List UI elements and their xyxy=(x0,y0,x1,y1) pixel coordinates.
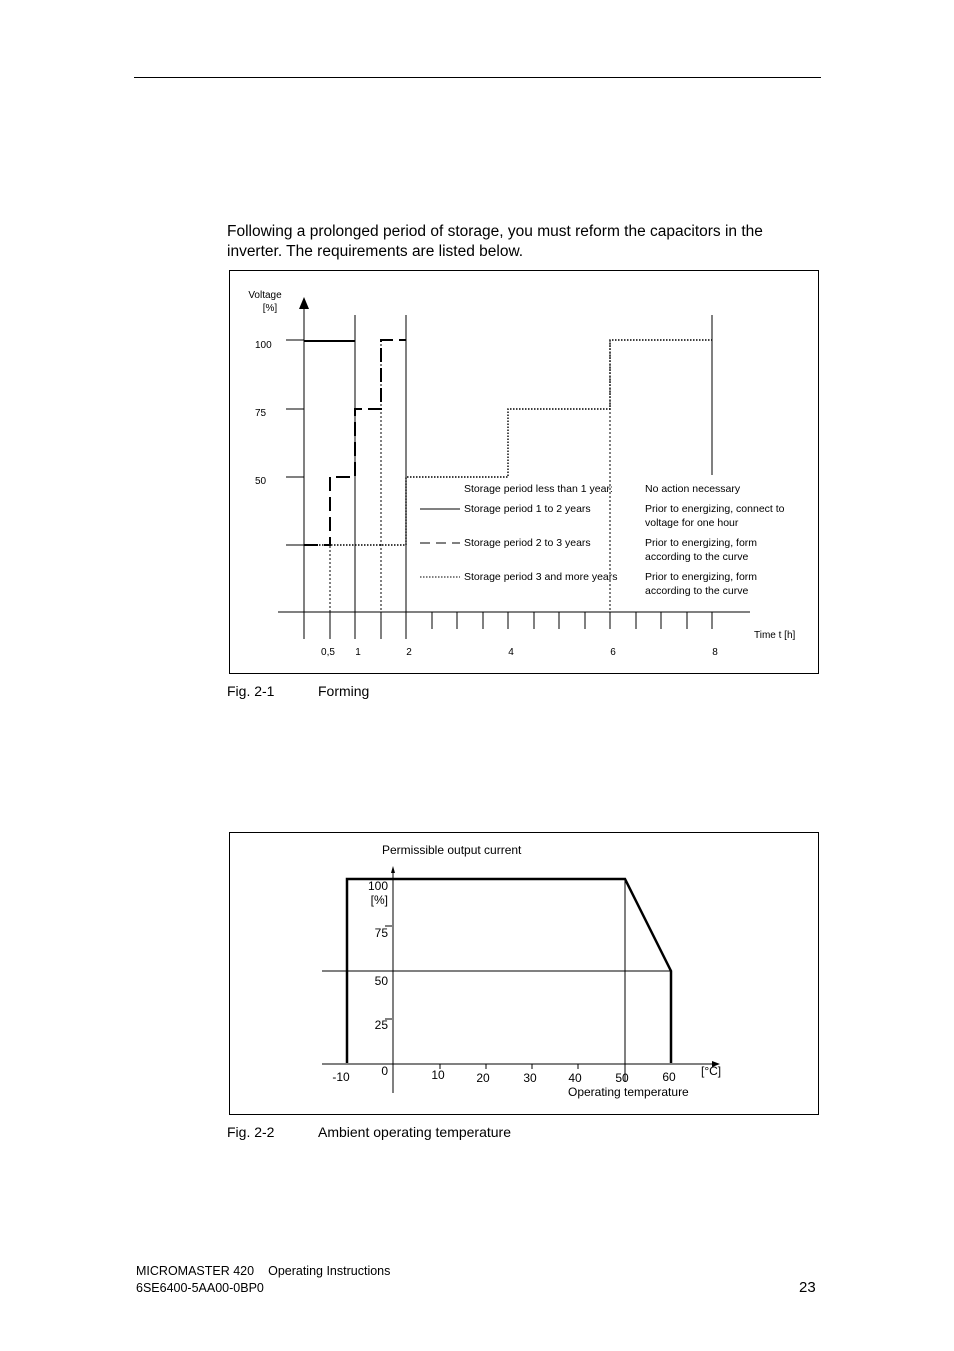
y-axis-arrow xyxy=(391,866,395,873)
y-tick-label-75: 75 xyxy=(255,408,267,419)
y-tick-label-100: 100 xyxy=(255,340,272,351)
x-tick-label-40: 40 xyxy=(568,1071,582,1085)
x-tick-label-30: 30 xyxy=(523,1071,537,1085)
figure1-caption-title: Forming xyxy=(318,683,370,699)
x-tick-label-1: 1 xyxy=(355,647,361,658)
y-axis-arrow xyxy=(299,297,309,309)
y-axis-label: Voltage xyxy=(248,290,282,301)
page-number: 23 xyxy=(799,1279,816,1296)
x-tick-label-0-5: 0,5 xyxy=(321,647,335,658)
footer-doc-type: Operating Instructions xyxy=(268,1264,391,1278)
x-ticks xyxy=(330,612,712,639)
header-rule xyxy=(134,77,821,78)
legend-period-3: Storage period 2 to 3 years xyxy=(464,537,591,549)
legend-action-4a: Prior to energizing, form xyxy=(645,571,758,583)
footer-product: MICROMASTER 420 xyxy=(136,1264,255,1278)
y-tick-label-0: 0 xyxy=(381,1064,388,1078)
x-tick-label-20: 20 xyxy=(476,1071,490,1085)
intro-line-2: inverter. The requirements are listed below. xyxy=(227,242,524,260)
derating-chart xyxy=(230,833,820,1116)
forming-figure xyxy=(229,270,819,674)
footer-order-number: 6SE6400-5AA00-0BP0 xyxy=(136,1281,264,1295)
intro-line-1: Following a prolonged period of storage, you must reform the capacitors in the xyxy=(227,223,763,240)
x-tick-label-2: 2 xyxy=(406,647,412,658)
figure1-caption-number: Fig. 2-1 xyxy=(227,683,275,699)
legend-action-4b: according to the curve xyxy=(645,585,749,597)
footer-product-line xyxy=(136,1264,390,1278)
x-axis-label: Operating temperature xyxy=(568,1085,689,1099)
forming-chart xyxy=(230,271,820,675)
y-tick-label-50: 50 xyxy=(255,476,267,487)
legend-action-1: No action necessary xyxy=(645,483,741,495)
y-tick-label-75: 75 xyxy=(374,926,388,940)
y-tick-label-50: 50 xyxy=(374,974,388,988)
intro-paragraph xyxy=(227,222,827,261)
legend-action-2b: voltage for one hour xyxy=(645,517,739,529)
legend-period-1: Storage period less than 1 year: xyxy=(464,483,613,495)
legend-action-2a: Prior to energizing, connect to xyxy=(645,503,785,515)
figure2-caption-title: Ambient operating temperature xyxy=(318,1124,511,1140)
x-tick-label-8: 8 xyxy=(712,647,718,658)
x-ticks xyxy=(440,1064,578,1069)
y-axis-unit: [%] xyxy=(262,303,278,314)
legend-period-2: Storage period 1 to 2 years xyxy=(464,503,591,515)
x-tick-label-50: 50 xyxy=(615,1071,629,1085)
legend-action-3b: according to the curve xyxy=(645,551,749,563)
x-tick-label-minus10: -10 xyxy=(332,1070,350,1084)
y-unit-label: [%] xyxy=(370,893,388,907)
legend-action-3a: Prior to energizing, form xyxy=(645,537,758,549)
y-tick-label-25: 25 xyxy=(374,1018,388,1032)
x-tick-label-6: 6 xyxy=(610,647,616,658)
legend-period-4: Storage period 3 and more years xyxy=(464,571,618,583)
x-tick-label-60: 60 xyxy=(662,1070,676,1084)
x-tick-label-4: 4 xyxy=(508,647,514,658)
x-axis-label: Time t [h] xyxy=(754,630,796,641)
figure2-caption-number: Fig. 2-2 xyxy=(227,1124,275,1140)
x-unit-label: [°C] xyxy=(701,1064,722,1078)
x-tick-label-10: 10 xyxy=(431,1068,445,1082)
y-axis-title: Permissible output current xyxy=(382,843,522,857)
ambient-temperature-figure xyxy=(229,832,819,1115)
legend xyxy=(420,483,785,597)
y-tick-label-100: 100 xyxy=(367,879,388,893)
